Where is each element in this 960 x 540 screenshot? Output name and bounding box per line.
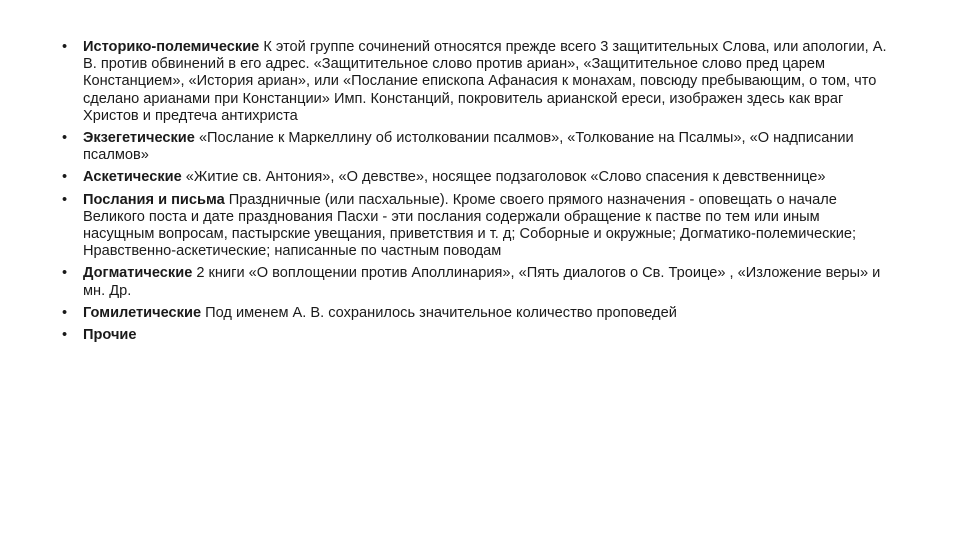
bullet-icon: • bbox=[62, 169, 68, 186]
item-text: Праздничные (или пасхальные). Кроме своего прямого назначения - оповещать о начале Великого поста и дате празднования Пасхи - эти послания содержали обращение к пастве по тем или иным насущным вопросам, пастырские увещания, приветствия и т. д; Соборные и окружные; Догматико-полемические; Нравственно-аскетические; написанные по частным поводам bbox=[83, 191, 857, 260]
bullet-icon: • bbox=[62, 39, 68, 55]
bullet-icon: • bbox=[62, 265, 68, 282]
item-title: Догматические bbox=[83, 265, 193, 282]
item-title: Экзегетические bbox=[83, 130, 195, 147]
bullet-icon: • bbox=[62, 130, 68, 147]
bullet-icon: • bbox=[62, 327, 68, 344]
list-item-historical-polemical bbox=[62, 39, 892, 125]
list-item-epistles-letters bbox=[62, 192, 892, 261]
bullet-list bbox=[62, 39, 892, 349]
bullet-icon: • bbox=[62, 191, 68, 208]
item-text: «Житие св. Антония», «О девстве», носящее подзаголовок «Слово спасения к девственнице» bbox=[181, 169, 826, 186]
list-item-other bbox=[62, 327, 892, 344]
item-text: К этой группе сочинений относятся прежде всего 3 защитительных Слова, или апологии, А. В. против обвинений в его адрес. «Защитительное слово против ариан», «Защитительное слово пред царем Констанцием», «История ариан», или «Послание епископа Афанасия к монахам, повсюду пребывающим, о том, что сделано арианами при Констанции» Имп. Констанций, покровитель арианской ереси, изображен здесь как враг Христов и предтеча антихриста bbox=[83, 39, 887, 124]
item-text: Под именем А. В. сохранилось значительное количество проповедей bbox=[201, 304, 677, 321]
list-item-dogmatic bbox=[62, 265, 892, 299]
item-title: Гомилетические bbox=[83, 304, 202, 321]
item-text: «Послание к Маркеллину об истолковании псалмов», «Толкование на Псалмы», «О надписании псалмов» bbox=[83, 130, 854, 164]
list-item-exegetical bbox=[62, 130, 892, 164]
list-item-ascetic bbox=[62, 169, 892, 186]
bullet-icon: • bbox=[62, 304, 68, 321]
item-title: Аскетические bbox=[83, 169, 182, 186]
item-title: Послания и письма bbox=[83, 191, 225, 208]
list-item-homiletic bbox=[62, 305, 892, 322]
item-text: 2 книги «О воплощении против Аполлинария», «Пять диалогов о Св. Троице» , «Изложение веры» и мн. Др. bbox=[83, 265, 881, 299]
item-title: Прочие bbox=[83, 327, 137, 344]
item-title: Историко-полемические bbox=[83, 39, 260, 55]
